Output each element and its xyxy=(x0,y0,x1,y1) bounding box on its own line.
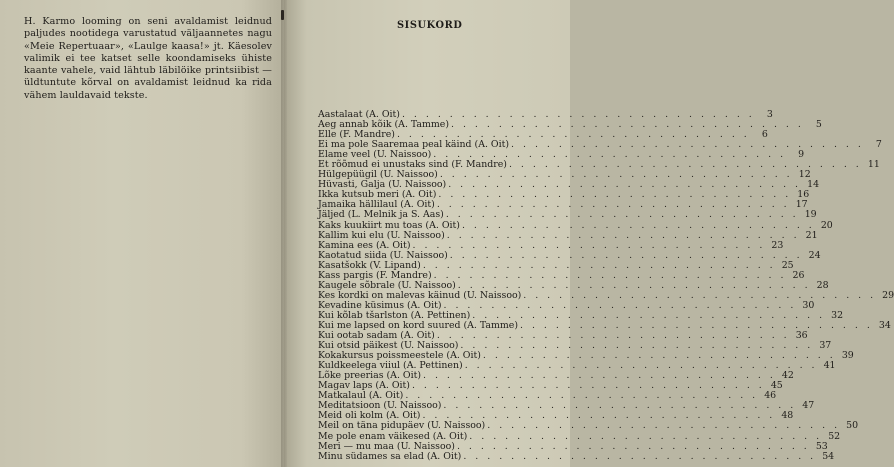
toc-entry-title: Kokakursus poissmeestele (A. Oit) xyxy=(318,350,481,362)
toc-entry-page: 3 xyxy=(766,109,773,120)
toc-entry-title: Elame veel (U. Naissoo) xyxy=(318,149,432,161)
toc-entry-title: Matkalaul (A. Oit) xyxy=(318,390,404,402)
toc-entry-title: Kamina ees (A. Oit) xyxy=(318,239,411,251)
toc-entry-title: Meditatsioon (U. Naissoo) xyxy=(318,400,442,412)
toc-entry-title: Magav laps (A. Oit) xyxy=(318,380,410,392)
toc-leader-dots: . . . . . . . . . . . . . . . . . . . . . . . . . . . . . . xyxy=(438,189,792,201)
toc-entry-page: 29 xyxy=(882,289,894,301)
toc-heading: SISUKORD xyxy=(397,20,463,31)
toc-leader-dots: . . . . . . . . . . . . . . . . . . . . . . . . . . . . . . xyxy=(457,279,811,291)
toc-entry-title: Kaotatud siida (U. Naissoo) xyxy=(318,249,448,261)
toc-leader-dots: . . . . . . . . . . . . . . . . . . . . . . . . . . . . . . xyxy=(443,299,797,311)
toc-entry-title: Lõke preerias (A. Oit) xyxy=(318,370,422,382)
toc-entry-title: Hüvasti, Galja (U. Naissoo) xyxy=(318,179,447,191)
toc-entry-title: Kui me lapsed on kord suured (A. Tamme) xyxy=(318,319,518,331)
intro-text: H. Karmo looming on seni avaldamist leidnud paljudes nootidega varustatud väljaannetes nagu «Meie Repertuaar», «Laulge kaasa!» jt. Käesolev valimik ei tee katset selle koondamiseks ühiste kaante vahele, vaid lähtub läbilöike printsiibist — üldtuntute kõrval on avaldamist leidnud ka rida vähem lauldavaid tekste. xyxy=(24,16,272,101)
toc-entry-title: Kasatšokk (V. Lipand) xyxy=(318,259,421,271)
table-of-contents xyxy=(318,109,894,462)
toc-entry-title: Kui ootab sadam (A. Oit) xyxy=(318,330,435,342)
toc-entry-page: 39 xyxy=(841,350,854,362)
intro-paragraph xyxy=(24,16,272,102)
toc-leader-dots: . . . . . . . . . . . . . . . . . . . . . . . . . . . . . . xyxy=(508,159,862,171)
toc-leader-dots: . . . . . . . . . . . . . . . . . . . . . . . . . . . . . . xyxy=(436,199,790,211)
toc-leader-dots: . . . . . . . . . . . . . . . . . . . . . . . . . . . . . . xyxy=(448,179,802,191)
toc-entry-page: 41 xyxy=(823,360,836,372)
book-gutter xyxy=(281,0,287,467)
toc-entry-title: Jäljed (L. Melnik ja S. Aas) xyxy=(318,209,444,221)
toc-entry-title: Kevadine küsimus (A. Oit) xyxy=(318,299,442,311)
toc-leader-dots: . . . . . . . . . . . . . . . . . . . . . . . . . . . . . . xyxy=(433,149,787,161)
toc-leader-dots: . . . . . . . . . . . . . . . . . . . . . . . . . . . . . . xyxy=(405,390,759,402)
toc-entry-page: 47 xyxy=(802,400,815,412)
toc-leader-dots: . . . . . . . . . . . . . . . . . . . . . . . . . . . . . . xyxy=(460,340,814,352)
toc-leader-dots: . . . . . . . . . . . . . . . . . . . . . . . . . . . . . . xyxy=(412,239,766,251)
toc-entry-page: 30 xyxy=(802,299,815,311)
toc-entry-title: Jamaika hällilaul (A. Oit) xyxy=(318,199,435,211)
toc-entry-title: Meri — mu maa (U. Naissoo) xyxy=(318,440,455,452)
toc-entry-page: 14 xyxy=(807,179,820,191)
toc-entry-page: 9 xyxy=(798,149,805,161)
toc-leader-dots: . . . . . . . . . . . . . . . . . . . . . . . . . . . . . . xyxy=(469,430,823,442)
toc-entry-page: 11 xyxy=(867,159,880,171)
toc-entry-page: 20 xyxy=(820,219,833,231)
toc-leader-dots: . . . . . . . . . . . . . . . . . . . . . . . . . . . . . . xyxy=(446,229,800,241)
toc-entry-title: Ikka kutsub meri (A. Oit) xyxy=(318,189,437,201)
toc-entry-title: Kaks kuukiirt mu toas (A. Oit) xyxy=(318,219,460,231)
toc-entry-title: Aeg annab kõik (A. Tamme) xyxy=(318,119,450,131)
toc-entry-title: Meil on täna pidupäev (U. Naissoo) xyxy=(318,420,486,432)
toc-leader-dots: . . . . . . . . . . . . . . . . . . . . . . . . . . . . . . xyxy=(436,330,790,342)
toc-entry xyxy=(318,420,859,432)
toc-entry-page: 45 xyxy=(770,380,783,392)
toc-entry-title: Me pole enam väikesed (A. Oit) xyxy=(318,430,468,442)
toc-entry-title: Kaugele sõbrale (U. Naissoo) xyxy=(318,279,456,291)
toc-entry-page: 16 xyxy=(797,189,810,201)
toc-entry-title: Et rõõmud ei unustaks sind (F. Mandre) xyxy=(318,159,507,171)
toc-leader-dots: . . . . . . . . . . . . . . . . . . . . . . . . . . . . . . xyxy=(433,269,787,281)
toc-entry-page: 19 xyxy=(804,209,817,221)
toc-entry xyxy=(318,209,817,221)
toc-leader-dots: . . . . . . . . . . . . . . . . . . . . . . . . . . . . . . xyxy=(520,319,873,331)
toc-entry-page: 52 xyxy=(828,430,841,442)
toc-leader-dots: . . . . . . . . . . . . . . . . . . . . . . . . . . . . . . xyxy=(482,350,836,362)
toc-entry-page: 53 xyxy=(815,440,828,452)
toc-entry-page: 50 xyxy=(846,420,859,432)
toc-entry-page: 28 xyxy=(816,279,829,291)
toc-entry-title: Kes kordki on malevas käinud (U. Naissoo) xyxy=(318,289,522,301)
toc-leader-dots: . . . . . . . . . . . . . . . . . . . . . . . . . . . . . . xyxy=(422,259,776,271)
toc-leader-dots: . . . . . . . . . . . . . . . . . . . . . . . . . . . . . . xyxy=(461,219,815,231)
toc-entry-title: Hülgepüügil (U. Naissoo) xyxy=(318,169,438,181)
toc-entry-title: Meid oli kolm (A. Oit) xyxy=(318,410,421,422)
toc-entry-page: 46 xyxy=(764,390,777,402)
toc-entry-page: 54 xyxy=(822,450,835,462)
toc-entry-title: Minu südames sa elad (A. Oit) xyxy=(318,450,462,462)
toc-entry-title: Kallim kui elu (U. Naissoo) xyxy=(318,229,445,241)
toc-leader-dots: . . . . . . . . . . . . . . . . . . . . . . . . . . . . . . xyxy=(472,309,826,321)
toc-entry-title: Aastalaat (A. Oit) xyxy=(318,109,400,120)
toc-leader-dots: . . . . . . . . . . . . . . . . . . . . . . . . . . . . . . xyxy=(451,119,804,131)
toc-leader-dots: . . . . . . . . . . . . . . . . . . . . . . . . . . . . . . xyxy=(511,139,864,151)
toc-entry-page: 32 xyxy=(831,309,844,321)
toc-entry-page: 36 xyxy=(795,330,808,342)
toc-leader-dots: . . . . . . . . . . . . . . . . . . . . . . . . . . . . . . xyxy=(523,289,877,301)
toc-entry-page: 7 xyxy=(875,139,882,151)
toc-leader-dots: . . . . . . . . . . . . . . . . . . . . . . . . . . . . . . xyxy=(487,420,841,432)
toc-leader-dots: . . . . . . . . . . . . . . . . . . . . . . . . . . . . . . xyxy=(401,109,755,120)
toc-entry-page: 21 xyxy=(805,229,818,241)
left-page xyxy=(0,0,284,467)
toc-entry-page: 26 xyxy=(792,269,805,281)
toc-entry-page: 5 xyxy=(815,119,822,131)
toc-entry-title: Kui kõlab tšarlston (A. Pettinen) xyxy=(318,309,471,321)
toc-entry-page: 37 xyxy=(819,340,832,352)
toc-leader-dots: . . . . . . . . . . . . . . . . . . . . . . . . . . . . . . xyxy=(396,129,750,141)
toc-entry-page: 25 xyxy=(781,259,794,271)
toc-entry-page: 34 xyxy=(878,319,891,331)
toc-entry-page: 17 xyxy=(795,199,808,211)
toc-leader-dots: . . . . . . . . . . . . . . . . . . . . . . . . . . . . . . xyxy=(411,380,765,392)
toc-entry-page: 12 xyxy=(798,169,811,181)
toc-entry-page: 6 xyxy=(761,129,768,141)
toc-entry-page: 42 xyxy=(781,370,794,382)
toc-leader-dots: . . . . . . . . . . . . . . . . . . . . . . . . . . . . . . xyxy=(439,169,793,181)
toc-entry xyxy=(318,450,835,462)
toc-entry-title: Kuldkeelega viiul (A. Pettinen) xyxy=(318,360,463,372)
toc-entry-title: Ei ma pole Saaremaa peal käind (A. Oit) xyxy=(318,139,510,151)
toc-entry-title: Elle (F. Mandre) xyxy=(318,129,395,141)
toc-leader-dots: . . . . . . . . . . . . . . . . . . . . . . . . . . . . . . xyxy=(443,400,797,412)
toc-entry-page: 48 xyxy=(781,410,794,422)
gutter-mark xyxy=(281,10,284,20)
toc-entry-page: 24 xyxy=(808,249,821,261)
toc-leader-dots: . . . . . . . . . . . . . . . . . . . . . . . . . . . . . . xyxy=(449,249,803,261)
toc-leader-dots: . . . . . . . . . . . . . . . . . . . . . . . . . . . . . . xyxy=(464,360,818,372)
toc-entry-title: Kui otsid päikest (U. Naissoo) xyxy=(318,340,459,352)
toc-leader-dots: . . . . . . . . . . . . . . . . . . . . . . . . . . . . . . xyxy=(445,209,799,221)
toc-leader-dots: . . . . . . . . . . . . . . . . . . . . . . . . . . . . . . xyxy=(422,410,776,422)
toc-leader-dots: . . . . . . . . . . . . . . . . . . . . . . . . . . . . . . xyxy=(456,440,810,452)
toc-leader-dots: . . . . . . . . . . . . . . . . . . . . . . . . . . . . . . xyxy=(423,370,776,382)
toc-entry-page: 23 xyxy=(771,239,784,251)
toc-leader-dots: . . . . . . . . . . . . . . . . . . . . . . . . . . . . . . xyxy=(463,450,817,462)
toc-entry-title: Kass pargis (F. Mandre) xyxy=(318,269,432,281)
